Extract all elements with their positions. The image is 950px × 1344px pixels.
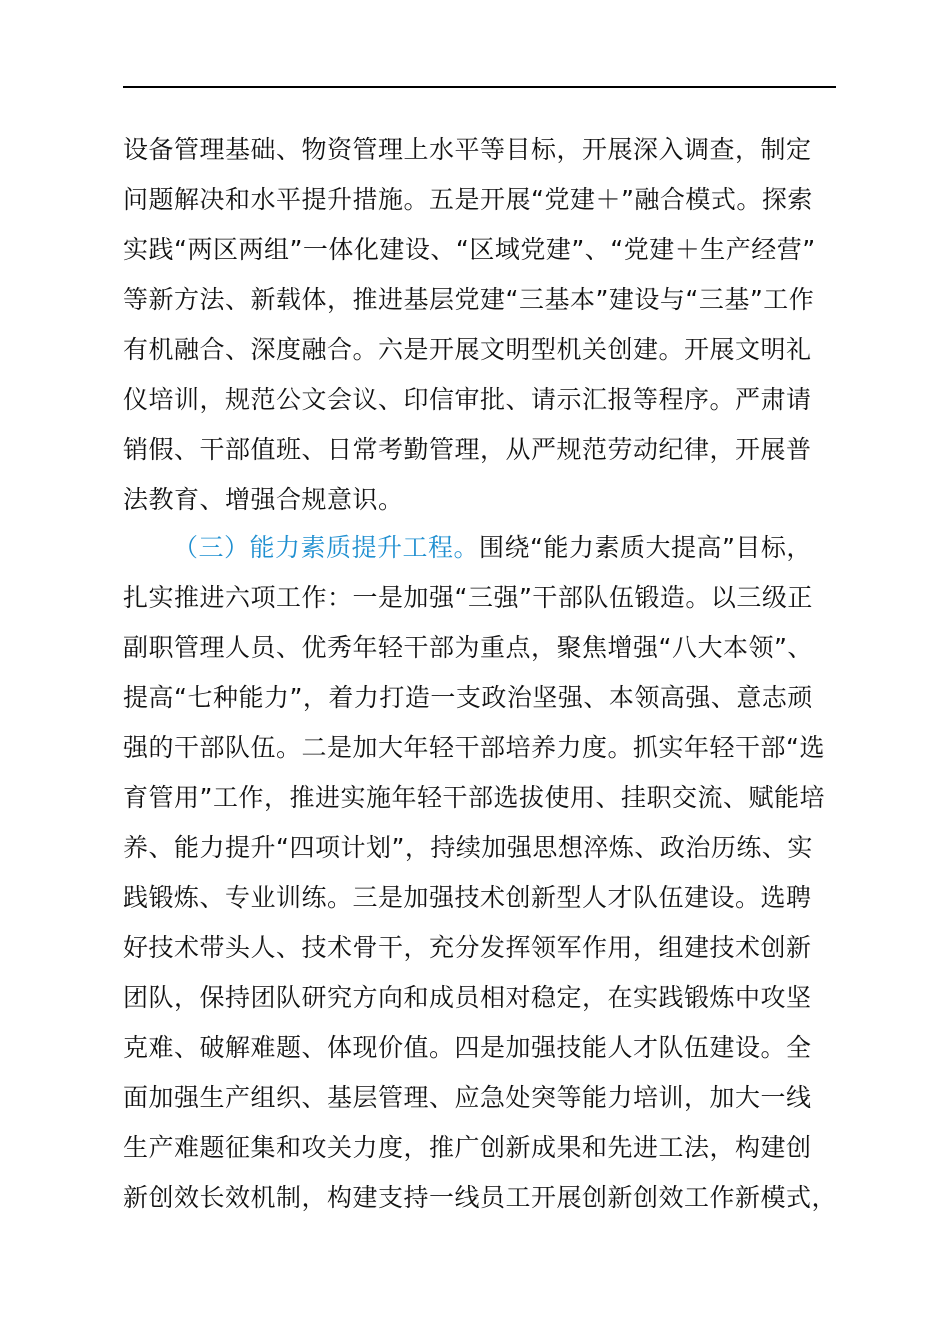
text-line: 新创效长效机制，构建支持一线员工开展创新创效工作新模式， (123, 1183, 838, 1212)
text-line: 问题解决和水平提升措施。五是开展“党建＋”融合模式。探索 (123, 185, 813, 214)
text-line: 面加强生产组织、基层管理、应急处突等能力培训，加大一线 (123, 1083, 812, 1112)
text-line: 好技术带头人、技术骨干，充分发挥领军作用，组建技术创新 (123, 933, 812, 962)
text-line: 团队，保持团队研究方向和成员相对稳定，在实践锻炼中攻坚 (123, 983, 812, 1012)
header-rule (123, 86, 836, 88)
text-line: 克难、破解难题、体现价值。四是加强技能人才队伍建设。全 (123, 1033, 812, 1062)
section-heading-line (173, 528, 836, 568)
section-heading: （三）能力素质提升工程。 (173, 533, 480, 562)
text-line: 副职管理人员、优秀年轻干部为重点，聚焦增强“八大本领”、 (123, 633, 813, 662)
text-line: 法教育、增强合规意识。 (123, 485, 404, 514)
text-line: 育管用”工作，推进实施年轻干部选拔使用、挂职交流、赋能培 (123, 783, 825, 812)
text-line: 设备管理基础、物资管理上水平等目标，开展深入调查，制定 (123, 135, 812, 164)
text-line: 生产难题征集和攻关力度，推广创新成果和先进工法，构建创 (123, 1133, 812, 1162)
text-line: 仪培训，规范公文会议、印信审批、请示汇报等程序。严肃请 (123, 385, 812, 414)
text-line: 实践“两区两组”一体化建设、“区域党建”、“党建＋生产经营” (123, 235, 816, 264)
text-line: 等新方法、新载体，推进基层党建“三基本”建设与“三基”工作 (123, 285, 815, 314)
text-line: 养、能力提升“四项计划”，持续加强思想淬炼、政治历练、实 (123, 833, 813, 862)
text-line: 提高“七种能力”，着力打造一支政治坚强、本领高强、意志顽 (123, 683, 813, 712)
text-line: 强的干部队伍。二是加大年轻干部培养力度。抓实年轻干部“选 (123, 733, 825, 762)
text-line: 扎实推进六项工作：一是加强“三强”干部队伍锻造。以三级正 (123, 583, 813, 612)
section-heading-rest: 围绕“能力素质大提高”目标， (479, 533, 812, 562)
text-line: 有机融合、深度融合。六是开展文明型机关创建。开展文明礼 (123, 335, 812, 364)
text-line: 销假、干部值班、日常考勤管理，从严规范劳动纪律，开展普 (123, 435, 812, 464)
text-line: 践锻炼、专业训练。三是加强技术创新型人才队伍建设。选聘 (123, 883, 812, 912)
